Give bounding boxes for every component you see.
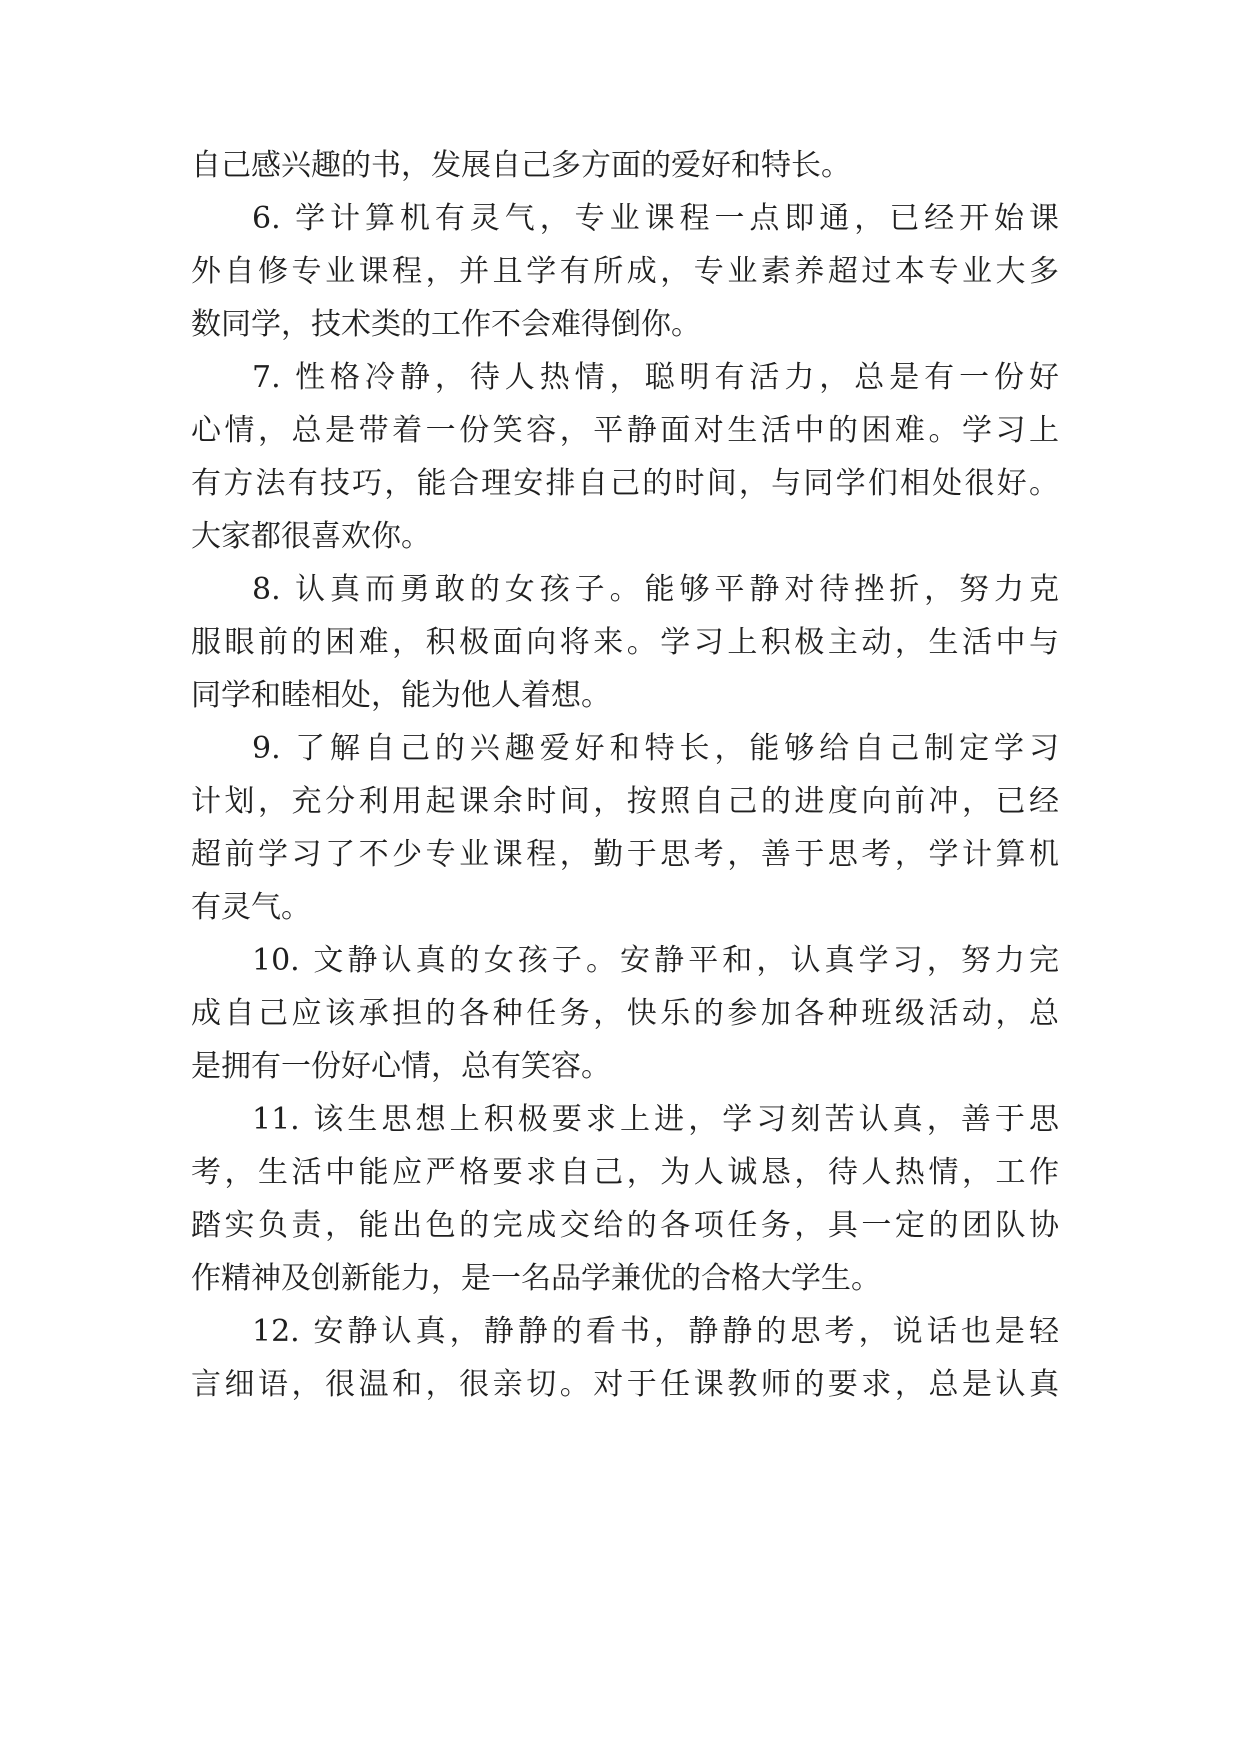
text-line: 心情，总是带着一份笑容，平静面对生活中的困难。学习上 xyxy=(191,413,1059,448)
text-line: 有灵气。 xyxy=(191,890,311,925)
text-line: 数同学，技术类的工作不会难得倒你。 xyxy=(191,307,701,342)
text-line: 外自修专业课程，并且学有所成，专业素养超过本专业大多 xyxy=(191,254,1059,289)
text-line: 8. 认真而勇敢的女孩子。能够平静对待挫折，努力克 xyxy=(252,572,1059,607)
text-line: 踏实负责，能出色的完成交给的各项任务，具一定的团队协 xyxy=(191,1208,1059,1243)
text-line: 同学和睦相处，能为他人着想。 xyxy=(191,678,611,713)
text-line: 有方法有技巧，能合理安排自己的时间，与同学们相处很好。 xyxy=(191,466,1059,501)
text-line: 9. 了解自己的兴趣爱好和特长，能够给自己制定学习 xyxy=(252,731,1059,766)
text-line: 11. 该生思想上积极要求上进，学习刻苦认真，善于思 xyxy=(252,1102,1059,1137)
text-line: 作精神及创新能力，是一名品学兼优的合格大学生。 xyxy=(191,1261,881,1296)
text-line: 成自己应该承担的各种任务，快乐的参加各种班级活动，总 xyxy=(191,996,1059,1031)
text-line: 6. 学计算机有灵气，专业课程一点即通，已经开始课 xyxy=(252,201,1059,236)
text-line: 10. 文静认真的女孩子。安静平和，认真学习，努力完 xyxy=(252,943,1059,978)
text-line: 12. 安静认真，静静的看书，静静的思考，说话也是轻 xyxy=(252,1314,1059,1349)
text-line: 是拥有一份好心情，总有笑容。 xyxy=(191,1049,611,1084)
text-line: 言细语，很温和，很亲切。对于任课教师的要求，总是认真 xyxy=(191,1367,1059,1402)
text-line: 超前学习了不少专业课程，勤于思考，善于思考，学计算机 xyxy=(191,837,1059,872)
text-line: 考，生活中能应严格要求自己，为人诚恳，待人热情，工作 xyxy=(191,1155,1059,1190)
text-line: 服眼前的困难，积极面向将来。学习上积极主动，生活中与 xyxy=(191,625,1059,660)
text-line: 7. 性格冷静，待人热情，聪明有活力，总是有一份好 xyxy=(252,360,1059,395)
text-line: 计划，充分利用起课余时间，按照自己的进度向前冲，已经 xyxy=(191,784,1059,819)
text-line: 自己感兴趣的书，发展自己多方面的爱好和特长。 xyxy=(191,148,851,183)
text-line: 大家都很喜欢你。 xyxy=(191,519,431,554)
